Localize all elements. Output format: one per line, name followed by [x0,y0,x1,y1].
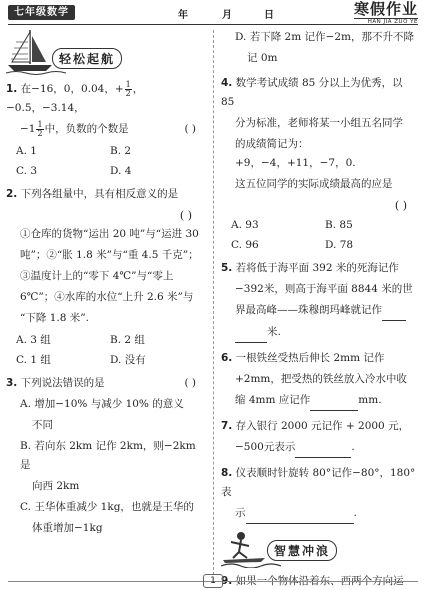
date-day: 日 [264,10,274,21]
section-wisdom [221,528,419,568]
date-year: 年 [178,10,188,21]
answer-blank[interactable] [382,301,406,321]
left-column [6,28,204,540]
question-2-options [6,330,204,370]
question-6-line: +2mm，把受热的铁丝放入冷水中收 [235,373,407,385]
page-number: 1 [203,574,223,588]
option-d[interactable]: D. 78 [325,239,354,251]
answer-blank[interactable] [295,438,351,458]
answer-blank[interactable] [310,391,358,411]
question-4-options [221,215,419,255]
question-2-line: ①仓库的货物“运出 20 吨”与“运进 30 [20,228,199,240]
option-c-cont: 体重增加−1kg [32,522,103,534]
answer-blank[interactable] [235,323,267,343]
option-a[interactable]: A. 1 [16,145,37,157]
question-6-line: 缩 4mm 应记作 mm. [221,391,419,411]
option-a[interactable]: A. 增加−10% 与减少 10% 的意义 [20,398,184,410]
question-2-line: ③温度计上的“零下 4℃”与“零上 [20,270,174,282]
question-7-line: −500元表示 . [221,438,419,458]
question-5: 5. 若将低于海平面 392 米的死海记作 [221,262,399,274]
right-column [221,28,419,590]
fraction: $\frac{1}{2}$ [125,79,131,98]
option-d[interactable]: D. 4 [110,165,132,177]
option-a[interactable]: A. 3 组 [16,334,51,346]
question-4-line: 的成绩简记为：+9，−4，+11，−7，0. [235,138,356,169]
question-2-line: 吨”；②“胀 1.8 米”与“重 4.5 千克”； [20,249,199,261]
option-c[interactable]: C. 96 [231,239,259,251]
answer-paren[interactable]: ( ) [179,209,192,222]
option-d-cont: 记 0m [247,52,278,64]
answer-paren[interactable]: ( ) [394,199,407,212]
brand-subtitle: HAN JIA ZUO YE [354,18,418,26]
option-b[interactable]: B. 85 [325,219,353,231]
option-d[interactable]: D. 没有 [110,354,146,366]
header-rule [8,24,418,25]
question-4: 4. 数学考试成绩 85 分以上为优秀，以 85 [221,77,403,108]
question-2-line: “下降 1.8 米”. [20,312,89,324]
question-1-options [6,141,204,181]
grade-label: 七年级数学 [8,5,75,20]
question-2-line: 6℃”；④水库的水位“上升 2.6 米”与 [20,291,194,303]
question-1: 1. 在−16，0，0.04，+ $\frac{1}{2}$ ，−0.5，−3.14， [6,79,144,114]
question-3: 3. 下列说法错误的是 ( ) [6,374,204,393]
question-8-line: 示 . [221,504,419,524]
date-month: 月 [222,10,232,21]
question-6: 6. 一根铁丝受热后伸长 2mm 记作 [221,352,385,364]
question-5-line: −392米，则高于海平面 8844 米的世 [235,283,413,295]
column-divider [213,30,214,575]
answer-blank[interactable] [246,504,354,524]
option-a[interactable]: A. 93 [231,219,259,231]
brand-title: 寒假作业 [353,0,418,18]
question-5-line: 界最高峰——珠穆朗玛峰就记作 [221,301,419,321]
option-b-cont: 向西 2km [32,480,80,492]
answer-paren[interactable]: ( ) [184,123,196,135]
option-a-cont: 不同 [32,419,53,431]
option-b[interactable]: B. 若向东 2km 记作 2km，则−2km 是 [20,440,196,471]
question-4-line: 分为标准，老师将某一小组五名同学 [235,117,403,129]
question-8: 8. 仪表顺时针旋转 80°记作−80°，180°表 [221,467,416,498]
question-5-line: 米. [221,323,419,343]
page-header [0,0,426,24]
brand [354,1,418,26]
section-title-wisdom: 智慧冲浪 [267,540,337,561]
question-7: 7. 存入银行 2000 元记作 + 2000 元， [221,420,410,432]
option-c[interactable]: C. 1 组 [16,354,51,366]
answer-paren[interactable]: ( ) [184,377,196,389]
option-b[interactable]: B. 2 [110,145,132,157]
option-d[interactable]: D. 若下降 2m 记作−2m，那不升不降 [235,31,414,43]
option-c[interactable]: C. 3 [16,165,38,177]
question-1-line2: −1 $\frac{1}{2}$ 中，负数的个数是 ( ) [20,119,196,138]
question-2: 2. 下列各组量中，具有相反意义的是 [6,188,179,200]
option-b[interactable]: B. 2 组 [110,334,145,346]
fraction: $\frac{1}{2}$ [37,119,43,138]
question-9: 9. 如果一个物体沿着东、西两个方向运 [221,575,404,587]
question-4-line: 这五位同学的实际成绩最高的应是 [235,178,393,190]
section-title-easy-start: 轻松起航 [52,48,122,69]
section-easy-start [6,28,204,76]
option-c[interactable]: C. 王华体重减少 1kg，也就是王华的 [20,501,194,513]
